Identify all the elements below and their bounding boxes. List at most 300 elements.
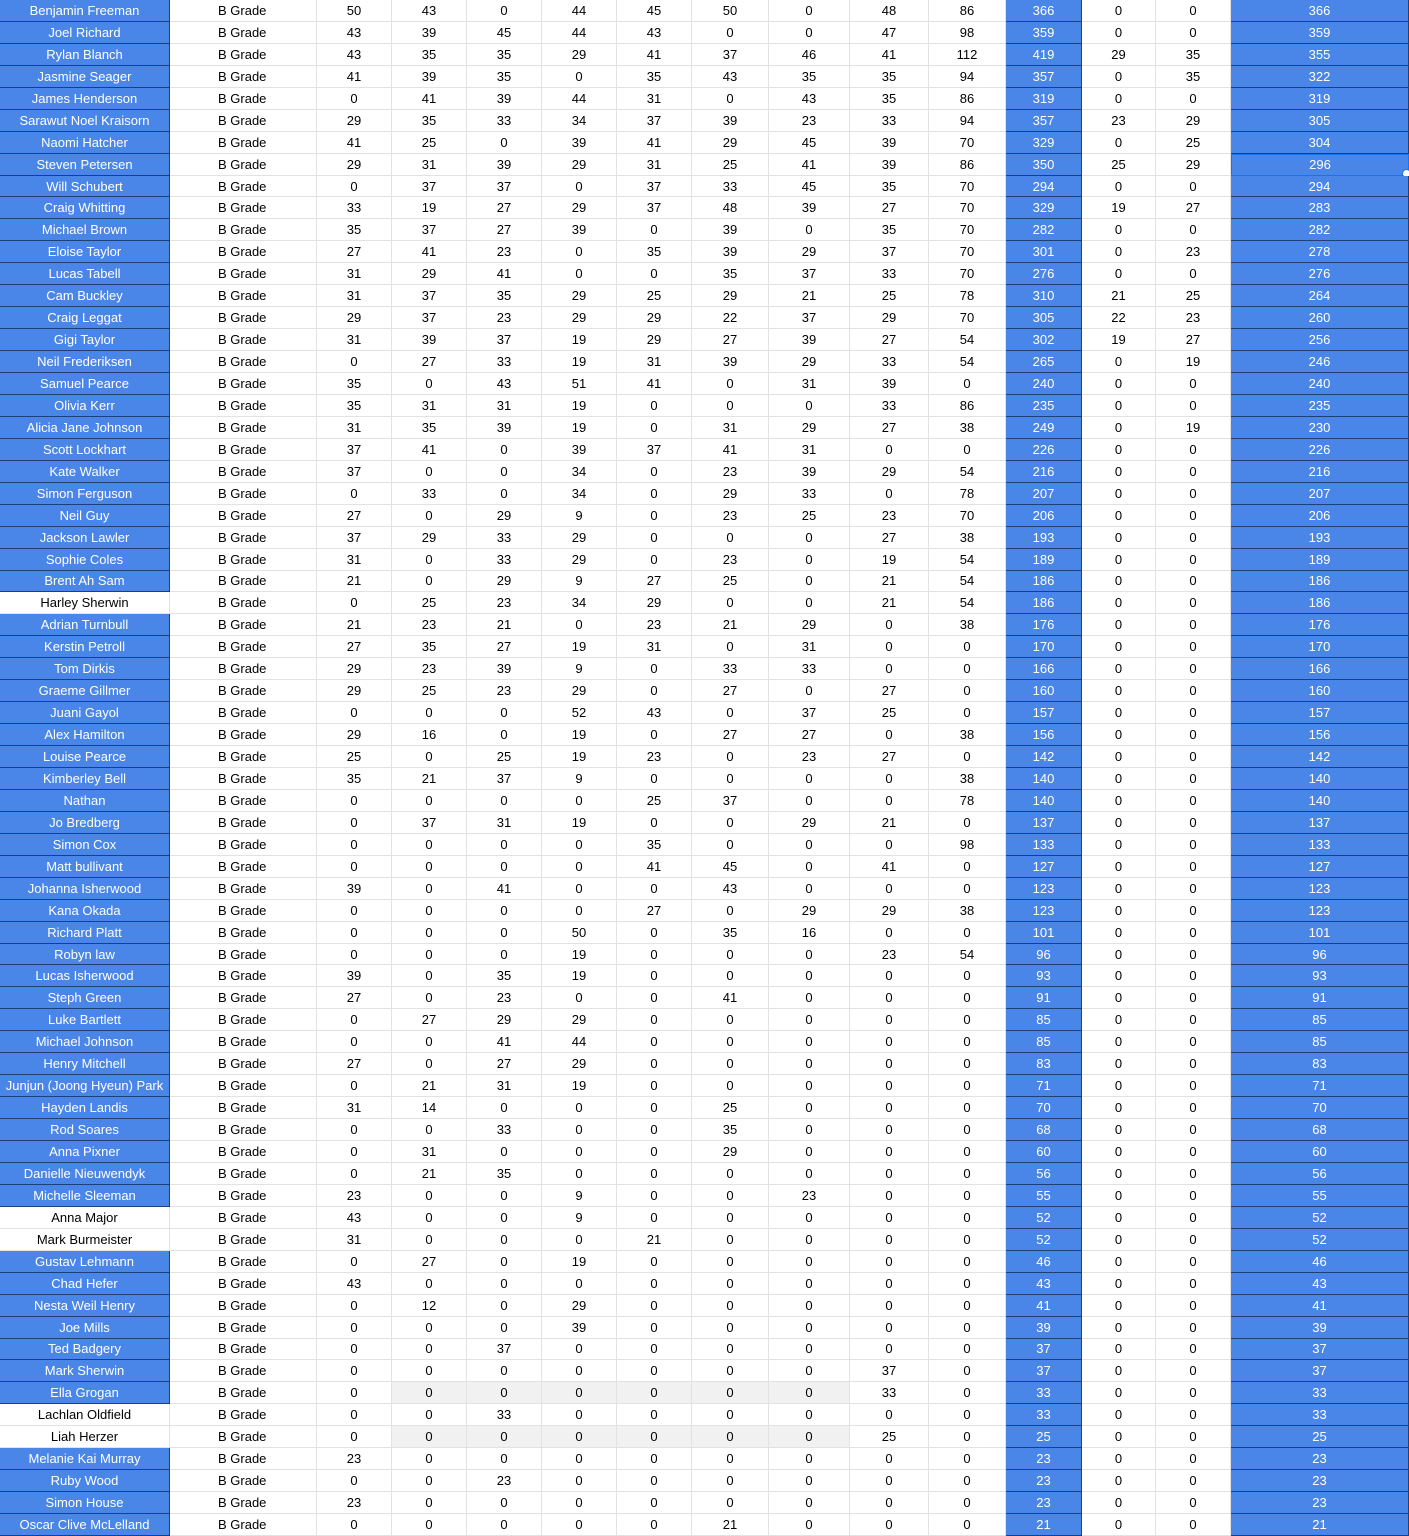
table-row[interactable]: [0, 790, 1409, 812]
score-cell[interactable]: 39: [850, 132, 929, 154]
score-cell[interactable]: 0: [1082, 1097, 1156, 1119]
score-cell[interactable]: 41: [617, 856, 692, 878]
player-name-cell[interactable]: Adrian Turnbull: [0, 614, 170, 636]
score-cell[interactable]: 23: [850, 505, 929, 527]
score-cell[interactable]: 52: [1231, 1207, 1409, 1229]
score-cell[interactable]: 304: [1231, 132, 1409, 154]
table-row[interactable]: [0, 1317, 1409, 1339]
score-cell[interactable]: 19: [542, 636, 617, 658]
score-cell[interactable]: 31: [317, 1229, 392, 1251]
score-cell[interactable]: 235: [1006, 395, 1082, 417]
score-cell[interactable]: 0: [617, 461, 692, 483]
score-cell[interactable]: 54: [929, 571, 1006, 593]
score-cell[interactable]: 0: [317, 351, 392, 373]
score-cell[interactable]: 0: [850, 790, 929, 812]
score-cell[interactable]: 22: [1082, 307, 1156, 329]
score-cell[interactable]: 86: [929, 88, 1006, 110]
score-cell[interactable]: 31: [392, 154, 467, 176]
score-cell[interactable]: 193: [1231, 527, 1409, 549]
score-cell[interactable]: 0: [769, 834, 850, 856]
score-cell[interactable]: 70: [929, 505, 1006, 527]
score-cell[interactable]: 282: [1231, 219, 1409, 241]
score-cell[interactable]: 302: [1006, 329, 1082, 351]
score-cell[interactable]: 9: [542, 571, 617, 593]
player-name-cell[interactable]: Oscar Clive McLelland: [0, 1514, 170, 1536]
score-cell[interactable]: 0: [692, 1426, 769, 1448]
score-cell[interactable]: 37: [467, 1339, 542, 1361]
score-cell[interactable]: 29: [850, 900, 929, 922]
score-cell[interactable]: 0: [1156, 1470, 1231, 1492]
score-cell[interactable]: 0: [542, 1273, 617, 1295]
score-cell[interactable]: 329: [1006, 197, 1082, 219]
score-cell[interactable]: 19: [542, 1251, 617, 1273]
score-cell[interactable]: 0: [1156, 1163, 1231, 1185]
table-row[interactable]: [0, 614, 1409, 636]
score-cell[interactable]: 0: [850, 1207, 929, 1229]
score-cell[interactable]: 83: [1231, 1053, 1409, 1075]
score-cell[interactable]: 0: [1082, 1075, 1156, 1097]
score-cell[interactable]: 12: [392, 1295, 467, 1317]
score-cell[interactable]: 39: [769, 197, 850, 219]
score-cell[interactable]: 0: [617, 1470, 692, 1492]
score-cell[interactable]: 240: [1006, 373, 1082, 395]
table-row[interactable]: [0, 987, 1409, 1009]
score-cell[interactable]: 70: [1231, 1097, 1409, 1119]
player-name-cell[interactable]: Harley Sherwin: [0, 592, 170, 614]
score-cell[interactable]: 0: [692, 1295, 769, 1317]
score-cell[interactable]: 29: [317, 724, 392, 746]
table-row[interactable]: [0, 219, 1409, 241]
score-cell[interactable]: 27: [692, 680, 769, 702]
score-cell[interactable]: 0: [692, 944, 769, 966]
score-cell[interactable]: 0: [617, 1273, 692, 1295]
score-cell[interactable]: 0: [692, 702, 769, 724]
score-cell[interactable]: 0: [392, 1185, 467, 1207]
score-cell[interactable]: 0: [692, 527, 769, 549]
score-cell[interactable]: 52: [1231, 1229, 1409, 1251]
score-cell[interactable]: 0: [1156, 790, 1231, 812]
score-cell[interactable]: 27: [1156, 197, 1231, 219]
score-cell[interactable]: 0: [617, 1097, 692, 1119]
score-cell[interactable]: 94: [929, 110, 1006, 132]
grade-cell[interactable]: B Grade: [170, 417, 317, 439]
score-cell[interactable]: 0: [1156, 812, 1231, 834]
player-name-cell[interactable]: Brent Ah Sam: [0, 571, 170, 593]
score-cell[interactable]: 0: [692, 1053, 769, 1075]
score-cell[interactable]: 0: [929, 1470, 1006, 1492]
grade-cell[interactable]: B Grade: [170, 592, 317, 614]
score-cell[interactable]: 0: [617, 527, 692, 549]
score-cell[interactable]: 0: [850, 1448, 929, 1470]
score-cell[interactable]: 142: [1006, 746, 1082, 768]
score-cell[interactable]: 25: [850, 285, 929, 307]
score-cell[interactable]: 0: [769, 1295, 850, 1317]
score-cell[interactable]: 39: [542, 1317, 617, 1339]
score-cell[interactable]: 140: [1006, 768, 1082, 790]
score-cell[interactable]: 25: [392, 132, 467, 154]
score-cell[interactable]: 37: [392, 176, 467, 198]
table-row[interactable]: [0, 1470, 1409, 1492]
score-cell[interactable]: 278: [1231, 241, 1409, 263]
score-cell[interactable]: 0: [692, 1404, 769, 1426]
table-row[interactable]: [0, 1119, 1409, 1141]
score-cell[interactable]: 0: [692, 1229, 769, 1251]
player-name-cell[interactable]: Richard Platt: [0, 922, 170, 944]
score-cell[interactable]: 27: [692, 724, 769, 746]
score-cell[interactable]: 39: [317, 878, 392, 900]
score-cell[interactable]: 19: [542, 417, 617, 439]
score-cell[interactable]: 23: [392, 614, 467, 636]
score-cell[interactable]: 23: [850, 944, 929, 966]
score-cell[interactable]: 0: [692, 1185, 769, 1207]
score-cell[interactable]: 0: [1082, 88, 1156, 110]
grade-cell[interactable]: B Grade: [170, 1295, 317, 1317]
score-cell[interactable]: 31: [467, 395, 542, 417]
score-cell[interactable]: 0: [692, 22, 769, 44]
score-cell[interactable]: 27: [392, 1251, 467, 1273]
score-cell[interactable]: 43: [692, 66, 769, 88]
score-cell[interactable]: 123: [1231, 878, 1409, 900]
table-row[interactable]: [0, 1339, 1409, 1361]
score-cell[interactable]: 0: [617, 1119, 692, 1141]
player-name-cell[interactable]: Cam Buckley: [0, 285, 170, 307]
grade-cell[interactable]: B Grade: [170, 1251, 317, 1273]
score-cell[interactable]: 127: [1231, 856, 1409, 878]
score-cell[interactable]: 0: [617, 263, 692, 285]
player-name-cell[interactable]: Kate Walker: [0, 461, 170, 483]
score-cell[interactable]: 86: [929, 395, 1006, 417]
score-cell[interactable]: 156: [1006, 724, 1082, 746]
score-cell[interactable]: 29: [692, 1141, 769, 1163]
score-cell[interactable]: 0: [467, 1097, 542, 1119]
score-cell[interactable]: 27: [850, 746, 929, 768]
score-cell[interactable]: 0: [1082, 505, 1156, 527]
score-cell[interactable]: 21: [850, 571, 929, 593]
score-cell[interactable]: 39: [692, 351, 769, 373]
score-cell[interactable]: 0: [929, 1404, 1006, 1426]
score-cell[interactable]: 0: [467, 702, 542, 724]
score-cell[interactable]: 0: [1082, 1031, 1156, 1053]
grade-cell[interactable]: B Grade: [170, 900, 317, 922]
score-cell[interactable]: 31: [617, 154, 692, 176]
score-cell[interactable]: 0: [317, 1360, 392, 1382]
table-row[interactable]: [0, 1273, 1409, 1295]
score-cell[interactable]: 33: [692, 658, 769, 680]
table-row[interactable]: [0, 395, 1409, 417]
score-cell[interactable]: 0: [317, 483, 392, 505]
score-cell[interactable]: 27: [617, 900, 692, 922]
score-cell[interactable]: 0: [692, 1207, 769, 1229]
score-cell[interactable]: 29: [317, 110, 392, 132]
score-cell[interactable]: 41: [392, 88, 467, 110]
score-cell[interactable]: 33: [317, 197, 392, 219]
score-cell[interactable]: 0: [929, 1229, 1006, 1251]
table-row[interactable]: [0, 197, 1409, 219]
score-cell[interactable]: 70: [929, 219, 1006, 241]
score-cell[interactable]: 207: [1231, 483, 1409, 505]
score-cell[interactable]: 29: [1082, 44, 1156, 66]
player-name-cell[interactable]: Anna Major: [0, 1207, 170, 1229]
score-cell[interactable]: 37: [467, 768, 542, 790]
player-name-cell[interactable]: Eloise Taylor: [0, 241, 170, 263]
score-cell[interactable]: 39: [850, 373, 929, 395]
score-cell[interactable]: 0: [467, 0, 542, 22]
score-cell[interactable]: 0: [467, 1492, 542, 1514]
score-cell[interactable]: 0: [1082, 1207, 1156, 1229]
score-cell[interactable]: 0: [692, 1009, 769, 1031]
score-cell[interactable]: 43: [317, 22, 392, 44]
score-cell[interactable]: 166: [1231, 658, 1409, 680]
score-cell[interactable]: 0: [1156, 746, 1231, 768]
score-cell[interactable]: 21: [392, 1075, 467, 1097]
score-cell[interactable]: 127: [1006, 856, 1082, 878]
score-cell[interactable]: 0: [467, 944, 542, 966]
player-name-cell[interactable]: Henry Mitchell: [0, 1053, 170, 1075]
score-cell[interactable]: 27: [392, 1009, 467, 1031]
score-cell[interactable]: 21: [1231, 1514, 1409, 1536]
score-cell[interactable]: 0: [317, 1009, 392, 1031]
score-cell[interactable]: 0: [769, 571, 850, 593]
score-cell[interactable]: 0: [392, 1360, 467, 1382]
table-row[interactable]: [0, 768, 1409, 790]
score-cell[interactable]: 39: [392, 22, 467, 44]
score-cell[interactable]: 0: [929, 1360, 1006, 1382]
score-cell[interactable]: 0: [1082, 987, 1156, 1009]
score-cell[interactable]: 0: [1156, 1448, 1231, 1470]
score-cell[interactable]: 19: [850, 549, 929, 571]
score-cell[interactable]: 0: [769, 1492, 850, 1514]
score-cell[interactable]: 39: [542, 219, 617, 241]
score-cell[interactable]: 0: [1156, 614, 1231, 636]
score-cell[interactable]: 19: [542, 351, 617, 373]
score-cell[interactable]: 29: [542, 154, 617, 176]
score-cell[interactable]: 33: [692, 176, 769, 198]
score-cell[interactable]: 41: [467, 263, 542, 285]
score-cell[interactable]: 0: [392, 1053, 467, 1075]
table-row[interactable]: [0, 834, 1409, 856]
score-cell[interactable]: 0: [617, 1492, 692, 1514]
score-cell[interactable]: 101: [1006, 922, 1082, 944]
score-cell[interactable]: 0: [1082, 922, 1156, 944]
score-cell[interactable]: 0: [542, 1141, 617, 1163]
score-cell[interactable]: 19: [392, 197, 467, 219]
score-cell[interactable]: 0: [929, 856, 1006, 878]
score-cell[interactable]: 0: [392, 746, 467, 768]
score-cell[interactable]: 156: [1231, 724, 1409, 746]
score-cell[interactable]: 29: [1156, 154, 1231, 176]
score-cell[interactable]: 85: [1231, 1031, 1409, 1053]
score-cell[interactable]: 166: [1006, 658, 1082, 680]
score-cell[interactable]: 29: [692, 285, 769, 307]
table-row[interactable]: [0, 176, 1409, 198]
score-cell[interactable]: 41: [617, 132, 692, 154]
grade-cell[interactable]: B Grade: [170, 395, 317, 417]
table-row[interactable]: [0, 1141, 1409, 1163]
score-cell[interactable]: 33: [850, 110, 929, 132]
score-cell[interactable]: 0: [392, 1339, 467, 1361]
score-cell[interactable]: 29: [769, 417, 850, 439]
score-cell[interactable]: 0: [542, 1514, 617, 1536]
score-cell[interactable]: 0: [542, 834, 617, 856]
score-cell[interactable]: 0: [542, 1448, 617, 1470]
score-cell[interactable]: 25: [392, 680, 467, 702]
score-cell[interactable]: 0: [317, 1251, 392, 1273]
score-cell[interactable]: 29: [850, 307, 929, 329]
score-cell[interactable]: 0: [1156, 483, 1231, 505]
score-cell[interactable]: 0: [1082, 176, 1156, 198]
score-cell[interactable]: 21: [850, 812, 929, 834]
score-cell[interactable]: 39: [542, 439, 617, 461]
score-cell[interactable]: 0: [929, 1251, 1006, 1273]
score-cell[interactable]: 0: [1156, 461, 1231, 483]
score-cell[interactable]: 216: [1231, 461, 1409, 483]
grade-cell[interactable]: B Grade: [170, 1163, 317, 1185]
score-cell[interactable]: 260: [1231, 307, 1409, 329]
score-cell[interactable]: 0: [1082, 483, 1156, 505]
score-cell[interactable]: 0: [1156, 834, 1231, 856]
score-cell[interactable]: 366: [1006, 0, 1082, 22]
score-cell[interactable]: 25: [617, 285, 692, 307]
score-cell[interactable]: 0: [467, 132, 542, 154]
score-cell[interactable]: 48: [850, 0, 929, 22]
score-cell[interactable]: 41: [317, 132, 392, 154]
score-cell[interactable]: 0: [1156, 1141, 1231, 1163]
score-cell[interactable]: 133: [1006, 834, 1082, 856]
score-cell[interactable]: 0: [617, 965, 692, 987]
score-cell[interactable]: 0: [929, 1031, 1006, 1053]
score-cell[interactable]: 0: [617, 1339, 692, 1361]
score-cell[interactable]: 0: [1156, 724, 1231, 746]
score-cell[interactable]: 0: [929, 987, 1006, 1009]
score-cell[interactable]: 235: [1231, 395, 1409, 417]
table-row[interactable]: [0, 812, 1409, 834]
player-name-cell[interactable]: Graeme Gillmer: [0, 680, 170, 702]
score-cell[interactable]: 0: [929, 1163, 1006, 1185]
score-cell[interactable]: 0: [1156, 1251, 1231, 1273]
score-cell[interactable]: 43: [467, 373, 542, 395]
score-cell[interactable]: 23: [467, 987, 542, 1009]
score-cell[interactable]: 0: [617, 549, 692, 571]
score-cell[interactable]: 0: [929, 373, 1006, 395]
score-cell[interactable]: 0: [317, 1031, 392, 1053]
score-cell[interactable]: 0: [692, 395, 769, 417]
score-cell[interactable]: 43: [317, 1273, 392, 1295]
score-cell[interactable]: 39: [467, 88, 542, 110]
score-cell[interactable]: 123: [1231, 900, 1409, 922]
score-cell[interactable]: 0: [929, 1097, 1006, 1119]
score-cell[interactable]: 350: [1006, 154, 1082, 176]
score-cell[interactable]: 27: [850, 527, 929, 549]
table-row[interactable]: [0, 1382, 1409, 1404]
score-cell[interactable]: 34: [542, 110, 617, 132]
score-cell[interactable]: 0: [1082, 658, 1156, 680]
score-cell[interactable]: 0: [769, 1360, 850, 1382]
score-cell[interactable]: 0: [929, 1448, 1006, 1470]
score-cell[interactable]: 39: [1231, 1317, 1409, 1339]
table-row[interactable]: [0, 1448, 1409, 1470]
score-cell[interactable]: 41: [392, 241, 467, 263]
score-cell[interactable]: 0: [1156, 592, 1231, 614]
score-cell[interactable]: 35: [850, 176, 929, 198]
player-name-cell[interactable]: Jasmine Seager: [0, 66, 170, 88]
score-cell[interactable]: 0: [692, 1251, 769, 1273]
score-cell[interactable]: 0: [929, 1009, 1006, 1031]
score-cell[interactable]: 29: [542, 285, 617, 307]
score-cell[interactable]: 31: [467, 1075, 542, 1097]
score-cell[interactable]: 37: [392, 219, 467, 241]
grade-cell[interactable]: B Grade: [170, 1382, 317, 1404]
score-cell[interactable]: 0: [392, 922, 467, 944]
score-cell[interactable]: 0: [1082, 22, 1156, 44]
score-cell[interactable]: 37: [692, 44, 769, 66]
player-name-cell[interactable]: Liah Herzer: [0, 1426, 170, 1448]
score-cell[interactable]: 19: [542, 965, 617, 987]
score-cell[interactable]: 21: [617, 1229, 692, 1251]
score-cell[interactable]: 0: [1082, 1273, 1156, 1295]
score-cell[interactable]: 68: [1006, 1119, 1082, 1141]
score-cell[interactable]: 0: [542, 263, 617, 285]
score-cell[interactable]: 33: [1006, 1404, 1082, 1426]
score-cell[interactable]: 35: [392, 417, 467, 439]
score-cell[interactable]: 35: [850, 66, 929, 88]
score-cell[interactable]: 186: [1231, 571, 1409, 593]
score-cell[interactable]: 0: [1082, 1514, 1156, 1536]
score-cell[interactable]: 0: [542, 856, 617, 878]
score-cell[interactable]: 31: [617, 636, 692, 658]
score-cell[interactable]: 37: [850, 1360, 929, 1382]
score-cell[interactable]: 0: [692, 373, 769, 395]
score-cell[interactable]: 0: [1082, 724, 1156, 746]
score-cell[interactable]: 0: [1156, 219, 1231, 241]
score-cell[interactable]: 0: [850, 1514, 929, 1536]
grade-cell[interactable]: B Grade: [170, 1185, 317, 1207]
score-cell[interactable]: 34: [542, 483, 617, 505]
score-cell[interactable]: 37: [392, 285, 467, 307]
player-name-cell[interactable]: Rylan Blanch: [0, 44, 170, 66]
score-cell[interactable]: 0: [392, 1207, 467, 1229]
score-cell[interactable]: 0: [769, 1448, 850, 1470]
score-cell[interactable]: 50: [317, 0, 392, 22]
score-cell[interactable]: 45: [692, 856, 769, 878]
score-cell[interactable]: 226: [1006, 439, 1082, 461]
score-cell[interactable]: 0: [617, 812, 692, 834]
score-cell[interactable]: 0: [392, 944, 467, 966]
score-cell[interactable]: 186: [1006, 592, 1082, 614]
score-cell[interactable]: 29: [769, 241, 850, 263]
table-row[interactable]: [0, 285, 1409, 307]
score-cell[interactable]: 0: [1156, 571, 1231, 593]
table-row[interactable]: [0, 878, 1409, 900]
player-name-cell[interactable]: Neil Guy: [0, 505, 170, 527]
score-cell[interactable]: 35: [317, 219, 392, 241]
score-cell[interactable]: 0: [617, 1185, 692, 1207]
score-cell[interactable]: 0: [317, 1514, 392, 1536]
score-cell[interactable]: 0: [1156, 768, 1231, 790]
score-cell[interactable]: 31: [317, 549, 392, 571]
player-name-cell[interactable]: Craig Whitting: [0, 197, 170, 219]
score-cell[interactable]: 0: [692, 900, 769, 922]
score-cell[interactable]: 0: [392, 571, 467, 593]
score-cell[interactable]: 319: [1006, 88, 1082, 110]
score-cell[interactable]: 38: [929, 900, 1006, 922]
score-cell[interactable]: 29: [769, 900, 850, 922]
score-cell[interactable]: 0: [392, 856, 467, 878]
table-row[interactable]: [0, 110, 1409, 132]
score-cell[interactable]: 0: [392, 1317, 467, 1339]
score-cell[interactable]: 0: [467, 1295, 542, 1317]
score-cell[interactable]: 240: [1231, 373, 1409, 395]
score-cell[interactable]: 54: [929, 592, 1006, 614]
